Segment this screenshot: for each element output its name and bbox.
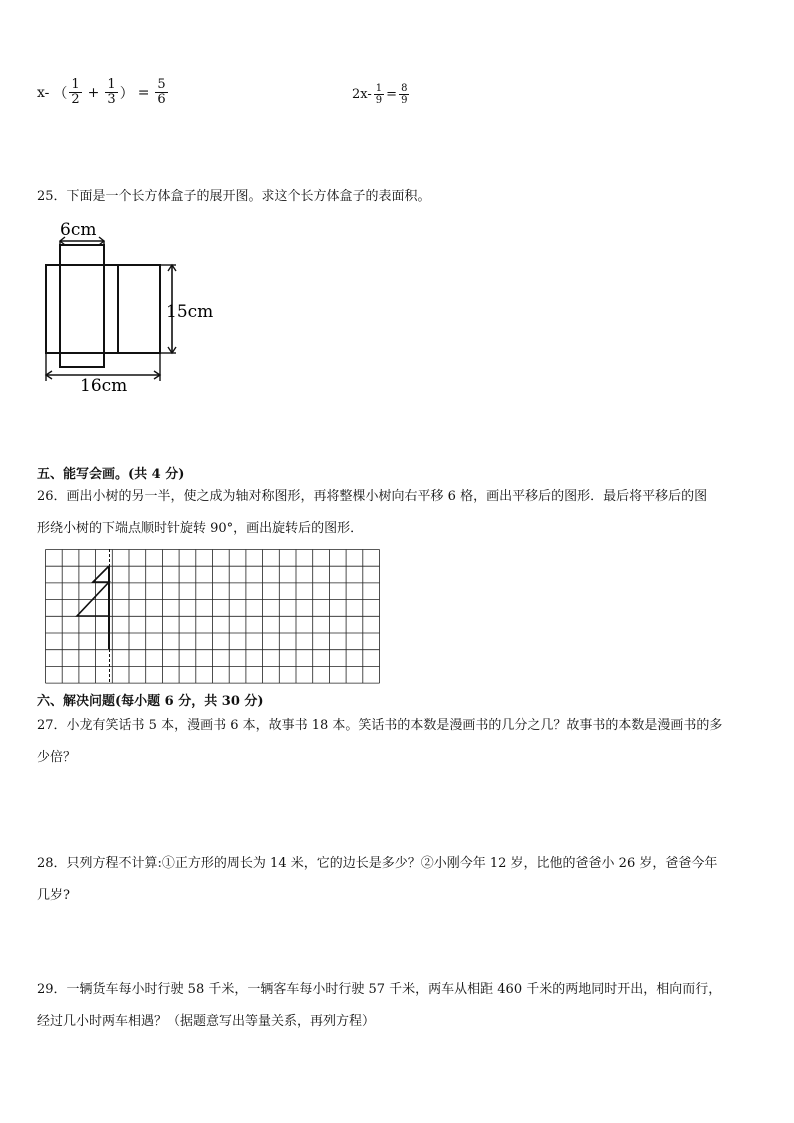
question-27-line-2: 少倍？ [37,750,77,765]
eq1-right-paren: ） [119,85,134,102]
question-26-line-2: 形绕小树的下端点顺时针旋转 90°，画出旋转后的图形． [37,521,364,536]
question-25: 25．下面是一个长方体盒子的展开图。求这个长方体盒子的表面积。 [37,189,431,204]
question-27-line-1: 27．小龙有笑话书 5 本，漫画书 6 本，故事书 18 本。笑话书的本数是漫画书的几分之几？故事书的本数是漫画书的多 [37,718,723,733]
question-26-line-1: 26．画出小树的另一半，使之成为轴对称图形，再将整棵小树向右平移 6 格，画出平移后的图形．最后将平移后的图 [37,489,708,504]
label-15cm: 15cm [166,302,214,322]
equation-1 [37,78,170,107]
eq2-f2-numerator: 8 [401,83,408,94]
eq1-left-paren: （ [53,85,68,102]
question-28-line-1: 28．只列方程不计算:①正方形的周长为 14 米，它的边长是多少？②小刚今年 12 岁，比他的爸爸小 26 岁，爸爸今年 [37,856,718,871]
eq1-equals: = [137,84,150,101]
eq1-fraction-1 [69,78,81,107]
eq1-prefix: x- [37,84,50,101]
label-6cm: 6cm [60,220,97,240]
question-29-line-1: 29．一辆货车每小时行驶 58 千米，一辆客车每小时行驶 57 千米，两车从相距 460 千米的两地同时开出，相向而行， [37,982,722,997]
eq1-f2-numerator: 1 [107,77,116,92]
question-28-line-2: 几岁? [37,888,70,903]
eq1-f3-denominator: 6 [157,92,166,107]
section-5-heading: 五、能写会画。(共 4 分) [37,467,185,482]
eq2-f1-numerator: 1 [375,83,383,94]
section-6-heading: 六、解决问题(每小题 6 分，共 30 分) [37,694,264,709]
eq1-f1-denominator: 2 [71,92,80,107]
eq2-fraction-2 [399,83,409,106]
eq1-f3-numerator: 5 [157,77,166,92]
equation-2 [352,83,411,106]
eq2-prefix: 2x- [352,87,372,102]
eq2-f2-denominator: 9 [401,95,408,106]
eq2-equals: = [386,87,398,102]
eq1-fraction-2 [105,78,117,107]
eq2-f1-denominator: 9 [375,95,383,106]
tree-grid [45,549,383,685]
eq2-fraction-1 [374,83,384,106]
eq1-f2-denominator: 3 [107,92,116,107]
label-16cm: 16cm [80,376,128,395]
question-29-line-2: 经过几小时两车相遇？（据题意写出等量关系，再列方程） [37,1014,376,1029]
half-tree-shape [77,566,109,649]
eq1-f1-numerator: 1 [71,77,80,92]
eq1-plus: + [87,84,100,101]
eq1-fraction-3 [155,78,167,107]
box-net-diagram [36,215,226,395]
